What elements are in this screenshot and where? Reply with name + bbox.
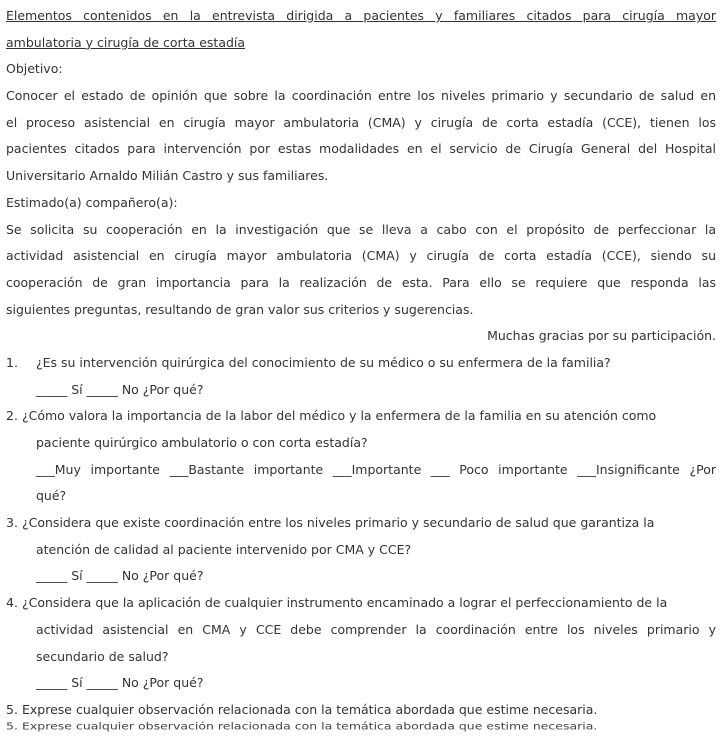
question-1-answer: _____ Sí _____ No ¿Por qué? (36, 381, 204, 397)
question-text: ¿Considera que la aplicación de cualquier instrumento encaminado a lograr el perfeccionamiento de la (22, 595, 668, 611)
request-text: cooperación de gran importancia para la realización de esta. Para ello se requiere que responda las (6, 274, 716, 290)
objective-text: Conocer el estado de opinión que sobre la coordinación entre los niveles primario y secundario de salud en (6, 88, 716, 104)
question-5-duplicate (6, 716, 716, 736)
question-2 (6, 403, 716, 430)
question-number: 2. (6, 408, 18, 424)
question-number: 5. (6, 719, 18, 732)
document-title: Elementos contenidos en la entrevista dirigida a pacientes y familiares citados para cirugía mayor (6, 8, 716, 23)
question-4-answer: _____ Sí _____ No ¿Por qué? (36, 675, 204, 691)
question-2-answer-continued: qué? (36, 488, 67, 504)
question-text: ¿Considera que existe coordinación entre los niveles primario y secundario de salud que garantiza la (22, 515, 655, 531)
request-text: Se solicita su cooperación en la investigación que se lleva a cabo con el propósito de perfeccionar la (6, 221, 716, 237)
question-number: 3. (6, 515, 18, 531)
question-text-continued: actividad asistencial en CMA y CCE debe comprender la coordinación entre los niveles primario y (36, 621, 716, 637)
question-text: Exprese cualquier observación relacionada con la temática abordada que estime necesaria. (22, 701, 598, 717)
request-text: siguientes preguntas, resultando de gran valor sus criterios y sugerencias. (6, 301, 474, 317)
question-3-answer: _____ Sí _____ No ¿Por qué? (36, 568, 204, 584)
question-number: 5. (6, 701, 18, 717)
question-text-continued: atención de calidad al paciente intervenido por CMA y CCE? (36, 541, 412, 557)
question-number: 4. (6, 595, 18, 611)
objective-text: el proceso asistencial en cirugía mayor ambulatoria (CMA) y cirugía de corta estadía (CCE), tienen los (6, 114, 716, 130)
request-text: actividad asistencial en cirugía mayor ambulatoria (CMA) y cirugía de corta estadía (CCE), siendo su (6, 248, 716, 264)
question-text: Exprese cualquier observación relacionada con la temática abordada que estime necesaria. (22, 719, 598, 732)
document-page (6, 3, 716, 724)
question-text: ¿Es su intervención quirúrgica del conocimiento de su médico o su enfermera de la familia? (36, 354, 611, 370)
objective-label: Objetivo: (6, 61, 63, 77)
objective-text: Universitario Arnaldo Milián Castro y sus familiares. (6, 168, 329, 184)
question-4 (6, 590, 716, 617)
question-text-continued: secundario de salud? (36, 648, 169, 664)
question-text-continued: paciente quirúrgico ambulatorio o con corta estadía? (36, 435, 368, 450)
question-number: 1. (6, 354, 18, 370)
question-2-answer: ___Muy importante ___Bastante importante ___Importante ___ Poco importante ___Insignificante ¿Por (36, 461, 716, 477)
document-title-continued: ambulatoria y cirugía de corta estadía (6, 34, 246, 50)
greeting: Estimado(a) compañero(a): (6, 194, 178, 210)
question-text: ¿Cómo valora la importancia de la labor del médico y la enfermera de la familia en su atención como (22, 408, 657, 424)
question-1 (6, 350, 716, 377)
thanks-note: Muchas gracias por su participación. (487, 328, 716, 344)
objective-text: pacientes citados para intervención por estas modalidades en el servicio de Cirugía General del Hospital (6, 141, 716, 157)
question-3 (6, 510, 716, 537)
